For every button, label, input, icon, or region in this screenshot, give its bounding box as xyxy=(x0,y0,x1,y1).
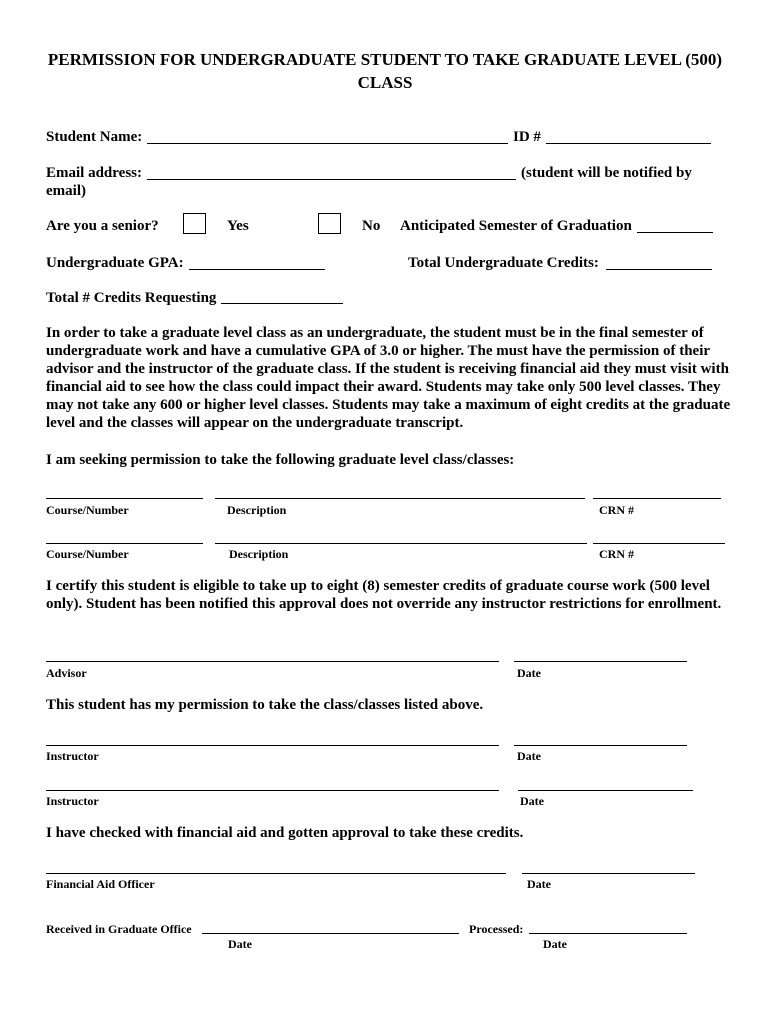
processed-date-label: Date xyxy=(543,937,567,951)
financial-aid-date-line xyxy=(522,873,695,874)
instructor-date-field-1[interactable] xyxy=(516,728,685,744)
processed-date-line xyxy=(529,933,687,934)
email-note-cont: email) xyxy=(46,183,86,199)
course-number-field-1[interactable] xyxy=(48,481,201,497)
course-number-label-2: Course/Number xyxy=(46,547,129,561)
received-date-line xyxy=(202,933,459,934)
student-name-line xyxy=(147,143,508,144)
form-title: PERMISSION FOR UNDERGRADUATE STUDENT TO TAKE GRADUATE LEVEL (500) CLASS xyxy=(47,50,723,92)
course-number-line-2 xyxy=(46,543,203,544)
financial-aid-date-field[interactable] xyxy=(524,856,693,872)
student-id-label: ID # xyxy=(513,129,541,145)
student-name-field[interactable] xyxy=(149,126,506,142)
instructor-date-label-2: Date xyxy=(520,794,544,808)
received-date-field[interactable] xyxy=(204,917,457,933)
description-label-1: Description xyxy=(227,503,287,517)
description-line-1 xyxy=(215,498,585,499)
processed-date-field[interactable] xyxy=(531,917,685,933)
credits-requesting-line xyxy=(221,303,343,304)
received-graduate-office-label: Received in Graduate Office xyxy=(46,922,192,936)
total-credits-label: Total Undergraduate Credits: xyxy=(408,255,599,271)
course-number-label-1: Course/Number xyxy=(46,503,129,517)
crn-line-2 xyxy=(593,543,725,544)
description-field-2[interactable] xyxy=(217,526,585,542)
credits-requesting-label: Total # Credits Requesting xyxy=(46,290,217,306)
course-number-field-2[interactable] xyxy=(48,526,201,542)
student-id-line xyxy=(546,143,711,144)
description-line-2 xyxy=(215,543,587,544)
instructor-date-line-1 xyxy=(514,745,687,746)
senior-no-label: No xyxy=(362,218,381,234)
financial-aid-signature-line xyxy=(46,873,506,874)
advisor-signature-field[interactable] xyxy=(48,644,497,660)
student-name-label: Student Name: xyxy=(46,129,143,145)
senior-no-checkbox[interactable] xyxy=(318,213,341,234)
advisor-signature-line xyxy=(46,661,499,662)
email-note: (student will be notified by xyxy=(521,165,692,181)
graduation-semester-label: Anticipated Semester of Graduation xyxy=(400,218,632,234)
instructor-label-2: Instructor xyxy=(46,794,99,808)
crn-field-1[interactable] xyxy=(595,481,719,497)
email-line xyxy=(147,179,516,180)
instructor-date-field-2[interactable] xyxy=(520,773,691,789)
financial-aid-officer-label: Financial Aid Officer xyxy=(46,877,155,891)
seeking-statement: I am seeking permission to take the following graduate level class/classes: xyxy=(46,452,515,468)
processed-label: Processed: xyxy=(469,922,524,936)
credits-requesting-field[interactable] xyxy=(223,287,341,303)
received-date-label: Date xyxy=(228,937,252,951)
instructor-statement: This student has my permission to take the class/classes listed above. xyxy=(46,697,484,713)
financial-aid-statement: I have checked with financial aid and gotten approval to take these credits. xyxy=(46,825,524,841)
instructions-paragraph: In order to take a graduate level class as an undergraduate, the student must be in the final semester of undergraduate work and have a cumulative GPA of 3.0 or higher. The must have the permission of their advisor and the instructor of the graduate class. If the student is receiving financial aid they must visit with financial aid to see how the class could impact their award. Students may take only 500 level classes. They may not take any 600 or higher level classes. Students may take a maximum of eight credits at the graduate level and the classes will appear on the undergraduate transcript. xyxy=(46,325,731,431)
graduation-semester-line xyxy=(637,232,713,233)
crn-label-1: CRN # xyxy=(599,503,634,517)
instructor-date-label-1: Date xyxy=(517,749,541,763)
advisor-date-label: Date xyxy=(517,666,541,680)
senior-question-label: Are you a senior? xyxy=(46,218,159,234)
advisor-date-field[interactable] xyxy=(516,644,685,660)
crn-line-1 xyxy=(593,498,721,499)
gpa-label: Undergraduate GPA: xyxy=(46,255,184,271)
gpa-field[interactable] xyxy=(191,252,323,268)
total-credits-field[interactable] xyxy=(608,252,710,268)
instructor-signature-line-2 xyxy=(46,790,499,791)
instructor-signature-line-1 xyxy=(46,745,499,746)
advisor-date-line xyxy=(514,661,687,662)
crn-field-2[interactable] xyxy=(595,526,723,542)
financial-aid-signature-field[interactable] xyxy=(48,856,504,872)
student-id-field[interactable] xyxy=(548,126,709,142)
instructor-signature-field-2[interactable] xyxy=(48,773,497,789)
description-field-1[interactable] xyxy=(217,481,583,497)
course-number-line-1 xyxy=(46,498,203,499)
senior-yes-label: Yes xyxy=(227,218,249,234)
email-label: Email address: xyxy=(46,165,142,181)
gpa-line xyxy=(189,269,325,270)
senior-yes-checkbox[interactable] xyxy=(183,213,206,234)
graduation-semester-field[interactable] xyxy=(639,215,711,231)
instructor-label-1: Instructor xyxy=(46,749,99,763)
instructor-signature-field-1[interactable] xyxy=(48,728,497,744)
instructor-date-line-2 xyxy=(518,790,693,791)
financial-aid-date-label: Date xyxy=(527,877,551,891)
description-label-2: Description xyxy=(229,547,289,561)
crn-label-2: CRN # xyxy=(599,547,634,561)
advisor-label: Advisor xyxy=(46,666,87,680)
total-credits-line xyxy=(606,269,712,270)
advisor-certification: I certify this student is eligible to take up to eight (8) semester credits of graduate course work (500 level only). Student has been notified this approval does not override any instructor restrictions for enrollment. xyxy=(46,578,722,612)
email-field[interactable] xyxy=(149,162,514,178)
